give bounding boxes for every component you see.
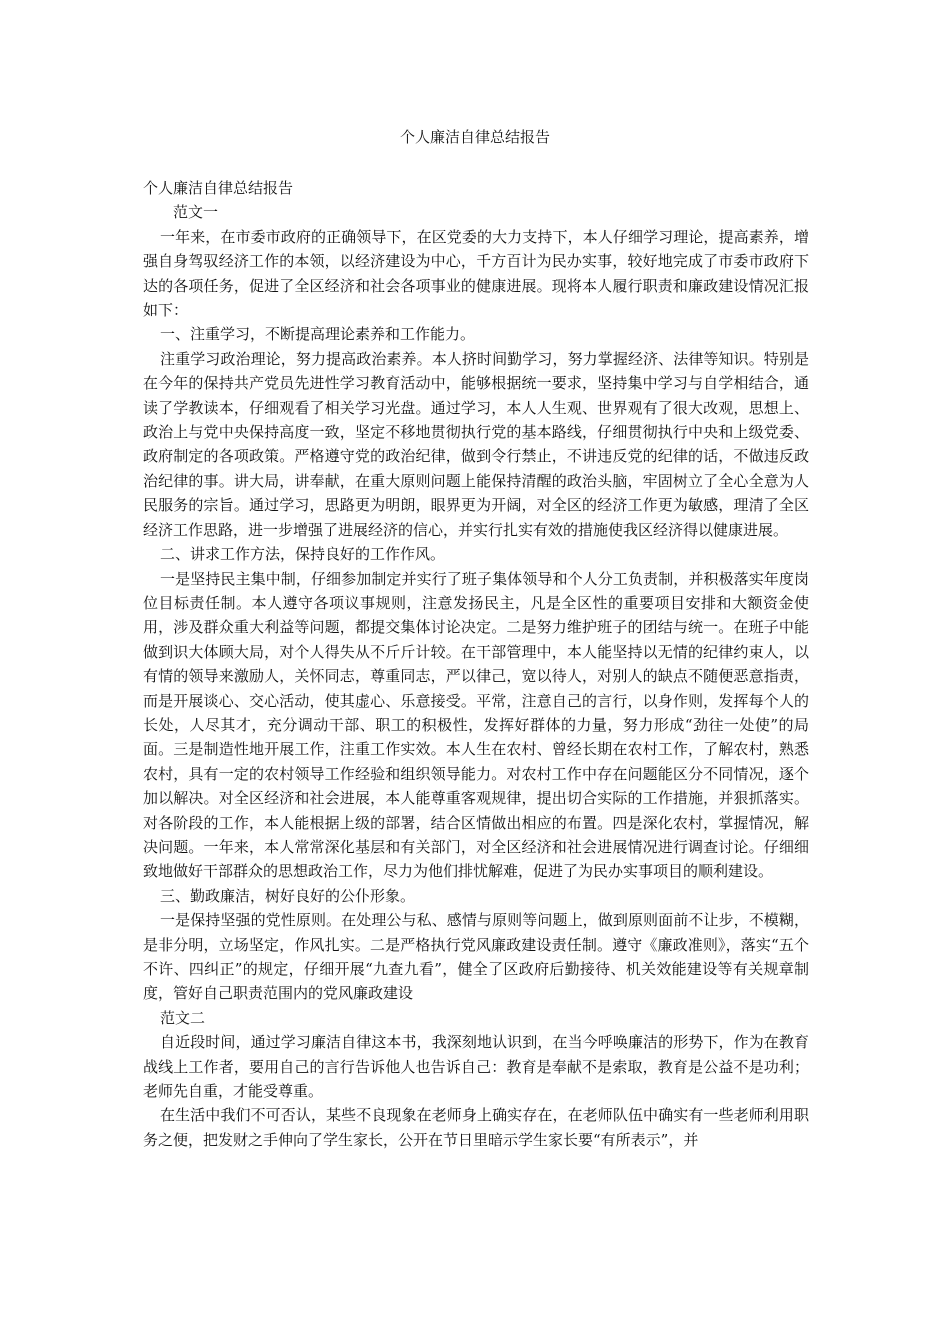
document-body	[143, 176, 809, 1152]
paragraph: 一是保持坚强的党性原则。在处理公与私、感情与原则等问题上，做到原则面前不让步，不模糊，是非分明，立场坚定，作风扎实。二是严格执行党风廉政建设责任制。遵守《廉政准则》，落实“五个不许、四纠正”的规定，仔细开展“九查九看”，健全了区政府后勤接待、机关效能建设等有关规章制度，管好自己职责范围内的党风廉政建设	[143, 911, 809, 1003]
section-heading: 三、勤政廉洁，树好良好的公仆形象。	[160, 886, 416, 905]
paragraph: 自近段时间，通过学习廉洁自律这本书，我深刻地认识到，在当今呼唤廉洁的形势下，作为在教育战线上工作者，要用自己的言行告诉他人也告诉自己：教育是奉献不是索取，教育是公益不是功利；老师先自重，才能受尊重。	[143, 1033, 809, 1101]
section-label-sample-one: 范文一	[173, 203, 219, 222]
paragraph: 一年来，在市委市政府的正确领导下，在区党委的大力支持下，本人仔细学习理论，提高素养，增强自身驾驭经济工作的本领，以经济建设为中心，千方百计为民办实事，较好地完成了市委市政府下达的各项任务，促进了全区经济和社会各项事业的健康进展。现将本人履行职责和廉政建设情况汇报如下：	[143, 227, 809, 320]
paragraph: 注重学习政治理论，努力提高政治素养。本人挤时间勤学习，努力掌握经济、法律等知识。特别是在今年的保持共产党员先进性学习教育活动中，能够根据统一要求，坚持集中学习与自学相结合，通读了学教读本，仔细观看了相关学习光盘。通过学习，本人人生观、世界观有了很大改观，思想上、政治上与党中央保持高度一致，坚定不移地贯彻执行党的基本路线，仔细贯彻执行中央和上级党委、政府制定的各项政策。严格遵守党的政治纪律，做到令行禁止，不讲违反党的纪律的话，不做违反政治纪律的事。讲大局，讲奉献，在重大原则问题上能保持清醒的政治头脑，牢固树立了全心全意为人民服务的宗旨。通过学习，思路更为明朗，眼界更为开阔，对全区的经济工作更为敏感，理清了全区经济工作思路，进一步增强了进展经济的信心，并实行扎实有效的措施使我区经济得以健康进展。	[143, 349, 809, 539]
paragraph: 在生活中我们不可否认，某些不良现象在老师身上确实存在，在老师队伍中确实有一些老师利用职务之便，把发财之手伸向了学生家长，公开在节日里暗示学生家长要“有所表示”，并	[143, 1106, 809, 1149]
document-title: 个人廉洁自律总结报告	[399, 128, 550, 146]
section-heading: 一、注重学习，不断提高理论素养和工作能力。	[160, 325, 476, 344]
paragraph: 一是坚持民主集中制，仔细参加制定并实行了班子集体领导和个人分工负责制，并积极落实年度岗位目标责任制。本人遵守各项议事规则，注意发扬民主，凡是全区性的重要项目安排和大额资金使用，涉及群众重大利益等问题，都提交集体讨论决定。二是努力维护班子的团结与统一。在班子中能做到识大体顾大局，对个人得失从不斤斤计较。在干部管理中，本人能坚持以无情的纪律约束人，以有情的领导来激励人，关怀同志，尊重同志，严以律己，宽以待人，对别人的缺点不随便恶意指责，而是开展谈心、交心活动，使其虚心、乐意接受。平常，注意自己的言行，以身作则，发挥每个人的长处，人尽其才，充分调动干部、职工的积极性，发挥好群体的力量，努力形成“劲往一处使”的局面。三是制造性地开展工作，注重工作实效。本人生在农村、曾经长期在农村工作，了解农村，熟悉农村，具有一定的农村领导工作经验和组织领导能力。对农村工作中存在问题能区分不同情况，逐个加以解决。对全区经济和社会进展，本人能尊重客观规律，提出切合实际的工作措施，并狠抓落实。对各阶段的工作，本人能根据上级的部署，结合区情做出相应的布置。四是深化农村，掌握情况，解决问题。一年来，本人常常深化基层和有关部门，对全区经济和社会进展情况进行调查讨论。仔细细致地做好干部群众的思想政治工作，尽力为他们排忧解难，促进了为民办实事项目的顺利建设。	[143, 569, 809, 881]
body-heading: 个人廉洁自律总结报告	[143, 179, 294, 197]
section-heading: 二、讲求工作方法，保持良好的工作作风。	[160, 545, 446, 564]
section-label-sample-two: 范文二	[160, 1008, 206, 1027]
